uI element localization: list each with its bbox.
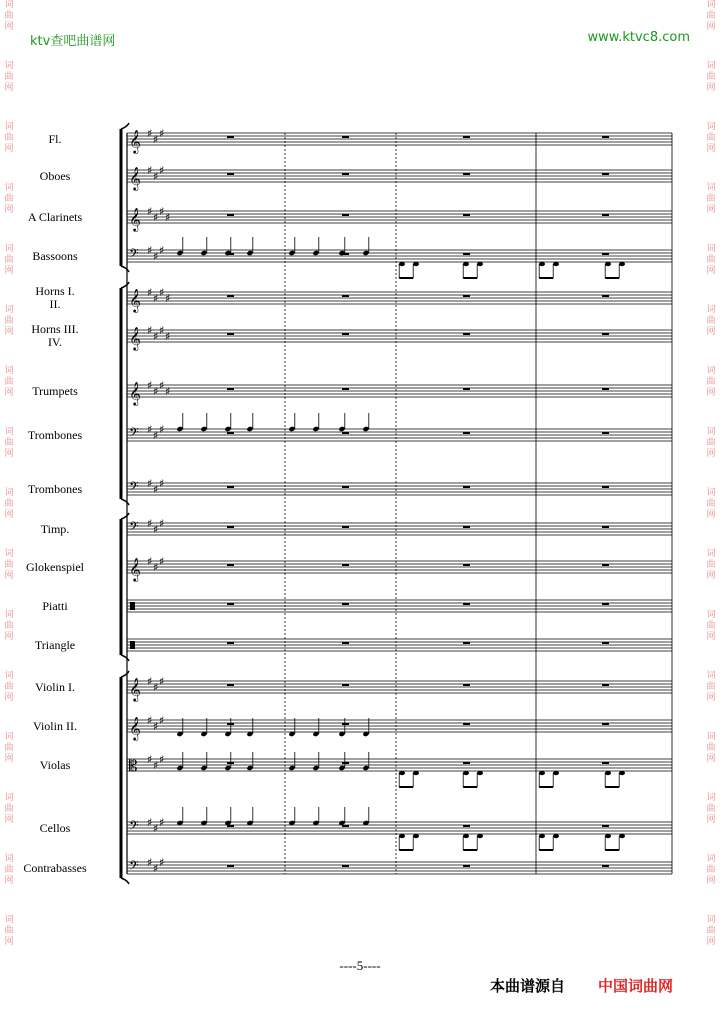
- instrument-label: Horns I. II.: [35, 284, 75, 311]
- whole-rest-icon: [602, 432, 609, 434]
- whole-rest-icon: [602, 865, 609, 867]
- whole-rest-icon: [463, 526, 470, 528]
- watermark-glyph: 词 曲 网: [706, 122, 716, 154]
- sharp-icon: ♯: [153, 720, 159, 733]
- note-head-icon: [413, 834, 419, 838]
- watermark-glyph: 词 曲 网: [706, 305, 716, 337]
- sharp-icon: ♯: [153, 759, 159, 772]
- instrument-label: Contrabasses: [23, 860, 87, 875]
- whole-rest-icon: [602, 825, 609, 827]
- sharp-icon: ♯: [159, 324, 165, 337]
- whole-rest-icon: [342, 723, 349, 725]
- bass-clef-icon: 𝄢: [129, 519, 139, 537]
- bracket-hook: [121, 123, 129, 129]
- sharp-icon: ♯: [147, 856, 153, 869]
- sharp-icon: ♯: [153, 170, 159, 183]
- whole-rest-icon: [602, 333, 609, 335]
- whole-rest-icon: [602, 526, 609, 528]
- watermark-glyph: 词 曲 网: [4, 183, 14, 215]
- note-head-icon: [477, 834, 483, 838]
- watermark-glyph: 词 曲 网: [4, 793, 14, 825]
- note-head-icon: [463, 771, 469, 775]
- watermark-glyph: 词 曲 网: [706, 61, 716, 93]
- whole-rest-icon: [602, 173, 609, 175]
- note-head-icon: [539, 834, 545, 838]
- bracket-hook: [121, 671, 129, 677]
- instrument-label: Cellos: [39, 820, 71, 835]
- whole-rest-icon: [463, 253, 470, 255]
- sharp-icon: ♯: [153, 133, 159, 146]
- sharp-icon: ♯: [159, 164, 165, 177]
- instrument-label: Trombones: [27, 427, 83, 442]
- watermark-glyph: 词 曲 网: [4, 549, 14, 581]
- bracket-hook: [121, 513, 129, 519]
- whole-rest-icon: [227, 486, 234, 488]
- watermark-glyph: 词 曲 网: [4, 61, 14, 93]
- sharp-icon: ♯: [153, 523, 159, 536]
- whole-rest-icon: [342, 526, 349, 528]
- instrument-label: Violin I.: [35, 679, 75, 694]
- sharp-icon: ♯: [159, 856, 165, 869]
- sharp-icon: ♯: [165, 330, 171, 343]
- instrument-label: A Clarinets: [27, 209, 83, 224]
- sharp-icon: ♯: [153, 330, 159, 343]
- note-head-icon: [619, 771, 625, 775]
- instrument-label: Glokenspiel: [26, 559, 84, 574]
- sharp-icon: ♯: [147, 379, 153, 392]
- treble-clef-icon: 𝄞: [129, 288, 141, 312]
- treble-clef-icon: 𝄞: [129, 677, 141, 701]
- note-head-icon: [605, 834, 611, 838]
- whole-rest-icon: [342, 388, 349, 390]
- note-head-icon: [553, 834, 559, 838]
- whole-rest-icon: [602, 762, 609, 764]
- sharp-icon: ♯: [147, 423, 153, 436]
- bass-clef-icon: 𝄢: [129, 425, 139, 443]
- watermark-glyph: 词 曲 网: [4, 488, 14, 520]
- bracket-hook: [121, 266, 129, 272]
- watermark-glyph: 词 曲 网: [706, 793, 716, 825]
- instrument-label: Oboes: [39, 168, 71, 183]
- whole-rest-icon: [463, 684, 470, 686]
- sharp-icon: ♯: [147, 517, 153, 530]
- whole-rest-icon: [342, 136, 349, 138]
- watermark-glyph: 词 曲 网: [4, 427, 14, 459]
- whole-rest-icon: [342, 825, 349, 827]
- whole-rest-icon: [602, 388, 609, 390]
- watermark-glyph: 词 曲 网: [706, 671, 716, 703]
- watermark-glyph: 词 曲 网: [4, 610, 14, 642]
- whole-rest-icon: [602, 603, 609, 605]
- sharp-icon: ♯: [165, 385, 171, 398]
- sharp-icon: ♯: [153, 385, 159, 398]
- whole-rest-icon: [227, 603, 234, 605]
- bracket-hook: [121, 282, 129, 288]
- sharp-icon: ♯: [159, 555, 165, 568]
- note-head-icon: [605, 262, 611, 266]
- treble-clef-icon: 𝄞: [129, 129, 141, 153]
- sharp-icon: ♯: [147, 244, 153, 257]
- watermark-glyph: 词 曲 网: [706, 854, 716, 886]
- whole-rest-icon: [463, 642, 470, 644]
- whole-rest-icon: [463, 173, 470, 175]
- sharp-icon: ♯: [153, 250, 159, 263]
- whole-rest-icon: [463, 214, 470, 216]
- note-head-icon: [539, 771, 545, 775]
- instrument-label: Fl.: [48, 131, 62, 146]
- bass-clef-icon: 𝄢: [129, 818, 139, 836]
- sharp-icon: ♯: [153, 681, 159, 694]
- whole-rest-icon: [227, 214, 234, 216]
- whole-rest-icon: [602, 295, 609, 297]
- watermark-glyph: 词 曲 网: [706, 610, 716, 642]
- watermark-glyph: 词 曲 网: [706, 183, 716, 215]
- sharp-icon: ♯: [147, 127, 153, 140]
- whole-rest-icon: [463, 865, 470, 867]
- watermark-glyph: 词 曲 网: [706, 488, 716, 520]
- sharp-icon: ♯: [159, 244, 165, 257]
- note-head-icon: [463, 834, 469, 838]
- whole-rest-icon: [342, 865, 349, 867]
- whole-rest-icon: [463, 432, 470, 434]
- note-head-icon: [399, 771, 405, 775]
- whole-rest-icon: [342, 295, 349, 297]
- instrument-label: Trombones: [27, 481, 83, 496]
- whole-rest-icon: [342, 762, 349, 764]
- sharp-icon: ♯: [159, 753, 165, 766]
- note-head-icon: [399, 834, 405, 838]
- sharp-icon: ♯: [147, 205, 153, 218]
- sharp-icon: ♯: [159, 675, 165, 688]
- bracket-hook: [121, 878, 129, 884]
- note-head-icon: [477, 262, 483, 266]
- whole-rest-icon: [227, 295, 234, 297]
- percussion-clef-icon: [130, 641, 135, 649]
- bass-clef-icon: 𝄢: [129, 858, 139, 876]
- sharp-icon: ♯: [159, 477, 165, 490]
- header-site-label[interactable]: ktv查吧曲谱网: [30, 34, 116, 49]
- watermark-glyph: 词 曲 网: [706, 366, 716, 398]
- watermark-glyph: 词 曲 网: [4, 366, 14, 398]
- whole-rest-icon: [602, 642, 609, 644]
- sharp-icon: ♯: [147, 477, 153, 490]
- whole-rest-icon: [463, 825, 470, 827]
- watermark-glyph: 词 曲 网: [4, 854, 14, 886]
- watermark-glyph: 词 曲 网: [4, 305, 14, 337]
- watermark-glyph: 词 曲 网: [706, 427, 716, 459]
- percussion-clef-icon: [130, 602, 135, 610]
- note-head-icon: [539, 262, 545, 266]
- instrument-label: Trumpets: [32, 383, 78, 398]
- note-head-icon: [619, 262, 625, 266]
- whole-rest-icon: [227, 865, 234, 867]
- sharp-icon: ♯: [147, 816, 153, 829]
- instrument-label: Horns III. IV.: [31, 322, 79, 349]
- whole-rest-icon: [463, 136, 470, 138]
- whole-rest-icon: [602, 564, 609, 566]
- sharp-icon: ♯: [153, 483, 159, 496]
- page-number: ----5----: [339, 958, 381, 973]
- instrument-label: Violas: [39, 757, 71, 772]
- note-head-icon: [399, 262, 405, 266]
- whole-rest-icon: [463, 762, 470, 764]
- watermark-glyph: 词 曲 网: [4, 915, 14, 947]
- instrument-label: Bassoons: [32, 248, 78, 263]
- whole-rest-icon: [602, 214, 609, 216]
- sharp-icon: ♯: [159, 423, 165, 436]
- instrument-label: Piatti: [42, 598, 68, 613]
- sharp-icon: ♯: [159, 379, 165, 392]
- watermark-glyph: 词 曲 网: [706, 0, 716, 32]
- whole-rest-icon: [227, 642, 234, 644]
- whole-rest-icon: [342, 486, 349, 488]
- whole-rest-icon: [342, 432, 349, 434]
- whole-rest-icon: [463, 388, 470, 390]
- whole-rest-icon: [227, 333, 234, 335]
- whole-rest-icon: [602, 136, 609, 138]
- whole-rest-icon: [463, 564, 470, 566]
- whole-rest-icon: [342, 333, 349, 335]
- sharp-icon: ♯: [159, 517, 165, 530]
- sharp-icon: ♯: [165, 211, 171, 224]
- sharp-icon: ♯: [153, 822, 159, 835]
- watermark-glyph: 词 曲 网: [4, 732, 14, 764]
- whole-rest-icon: [463, 603, 470, 605]
- whole-rest-icon: [463, 333, 470, 335]
- sharp-icon: ♯: [153, 292, 159, 305]
- note-head-icon: [605, 771, 611, 775]
- watermark-glyph: 词 曲 网: [4, 122, 14, 154]
- whole-rest-icon: [227, 684, 234, 686]
- bass-clef-icon: 𝄢: [129, 479, 139, 497]
- whole-rest-icon: [227, 432, 234, 434]
- whole-rest-icon: [342, 684, 349, 686]
- sharp-icon: ♯: [153, 862, 159, 875]
- sharp-icon: ♯: [165, 292, 171, 305]
- whole-rest-icon: [227, 136, 234, 138]
- whole-rest-icon: [227, 564, 234, 566]
- header-site-url[interactable]: www.ktvc8.com: [587, 30, 690, 45]
- instrument-label: Timp.: [40, 521, 70, 536]
- note-head-icon: [463, 262, 469, 266]
- whole-rest-icon: [227, 825, 234, 827]
- note-head-icon: [553, 262, 559, 266]
- instrument-label: Violin II.: [33, 718, 77, 733]
- treble-clef-icon: 𝄞: [129, 166, 141, 190]
- watermark-glyph: 词 曲 网: [706, 732, 716, 764]
- whole-rest-icon: [463, 486, 470, 488]
- whole-rest-icon: [463, 295, 470, 297]
- sharp-icon: ♯: [147, 164, 153, 177]
- sharp-icon: ♯: [153, 561, 159, 574]
- alto-clef-icon: 𝄡: [129, 757, 138, 775]
- sharp-icon: ♯: [159, 205, 165, 218]
- treble-clef-icon: 𝄞: [129, 557, 141, 581]
- footer-site-name[interactable]: 中国词曲网: [598, 977, 674, 995]
- watermark-glyph: 词 曲 网: [706, 244, 716, 276]
- note-head-icon: [553, 771, 559, 775]
- bracket-hook: [121, 499, 129, 505]
- whole-rest-icon: [342, 642, 349, 644]
- whole-rest-icon: [342, 564, 349, 566]
- whole-rest-icon: [602, 684, 609, 686]
- treble-clef-icon: 𝄞: [129, 326, 141, 350]
- whole-rest-icon: [463, 723, 470, 725]
- treble-clef-icon: 𝄞: [129, 716, 141, 740]
- whole-rest-icon: [227, 526, 234, 528]
- note-head-icon: [477, 771, 483, 775]
- note-head-icon: [619, 834, 625, 838]
- instrument-label: Triangle: [34, 637, 76, 652]
- whole-rest-icon: [227, 388, 234, 390]
- whole-rest-icon: [342, 603, 349, 605]
- bracket-hook: [121, 655, 129, 661]
- whole-rest-icon: [602, 486, 609, 488]
- sharp-icon: ♯: [153, 429, 159, 442]
- sharp-icon: ♯: [147, 286, 153, 299]
- whole-rest-icon: [602, 253, 609, 255]
- whole-rest-icon: [342, 214, 349, 216]
- whole-rest-icon: [342, 173, 349, 175]
- sharp-icon: ♯: [147, 714, 153, 727]
- whole-rest-icon: [227, 173, 234, 175]
- sharp-icon: ♯: [147, 675, 153, 688]
- watermark-glyph: 词 曲 网: [4, 0, 14, 32]
- note-head-icon: [413, 771, 419, 775]
- note-head-icon: [413, 262, 419, 266]
- watermark-glyph: 词 曲 网: [706, 549, 716, 581]
- sharp-icon: ♯: [147, 555, 153, 568]
- watermark-glyph: 词 曲 网: [4, 671, 14, 703]
- sharp-icon: ♯: [153, 211, 159, 224]
- treble-clef-icon: 𝄞: [129, 381, 141, 405]
- sharp-icon: ♯: [159, 127, 165, 140]
- footer-source-label: 本曲谱源自: [490, 977, 566, 995]
- watermark-glyph: 词 曲 网: [4, 244, 14, 276]
- bass-clef-icon: 𝄢: [129, 246, 139, 264]
- treble-clef-icon: 𝄞: [129, 207, 141, 231]
- sharp-icon: ♯: [159, 816, 165, 829]
- sharp-icon: ♯: [147, 753, 153, 766]
- watermark-glyph: 词 曲 网: [706, 915, 716, 947]
- sharp-icon: ♯: [159, 714, 165, 727]
- sharp-icon: ♯: [147, 324, 153, 337]
- whole-rest-icon: [602, 723, 609, 725]
- sharp-icon: ♯: [159, 286, 165, 299]
